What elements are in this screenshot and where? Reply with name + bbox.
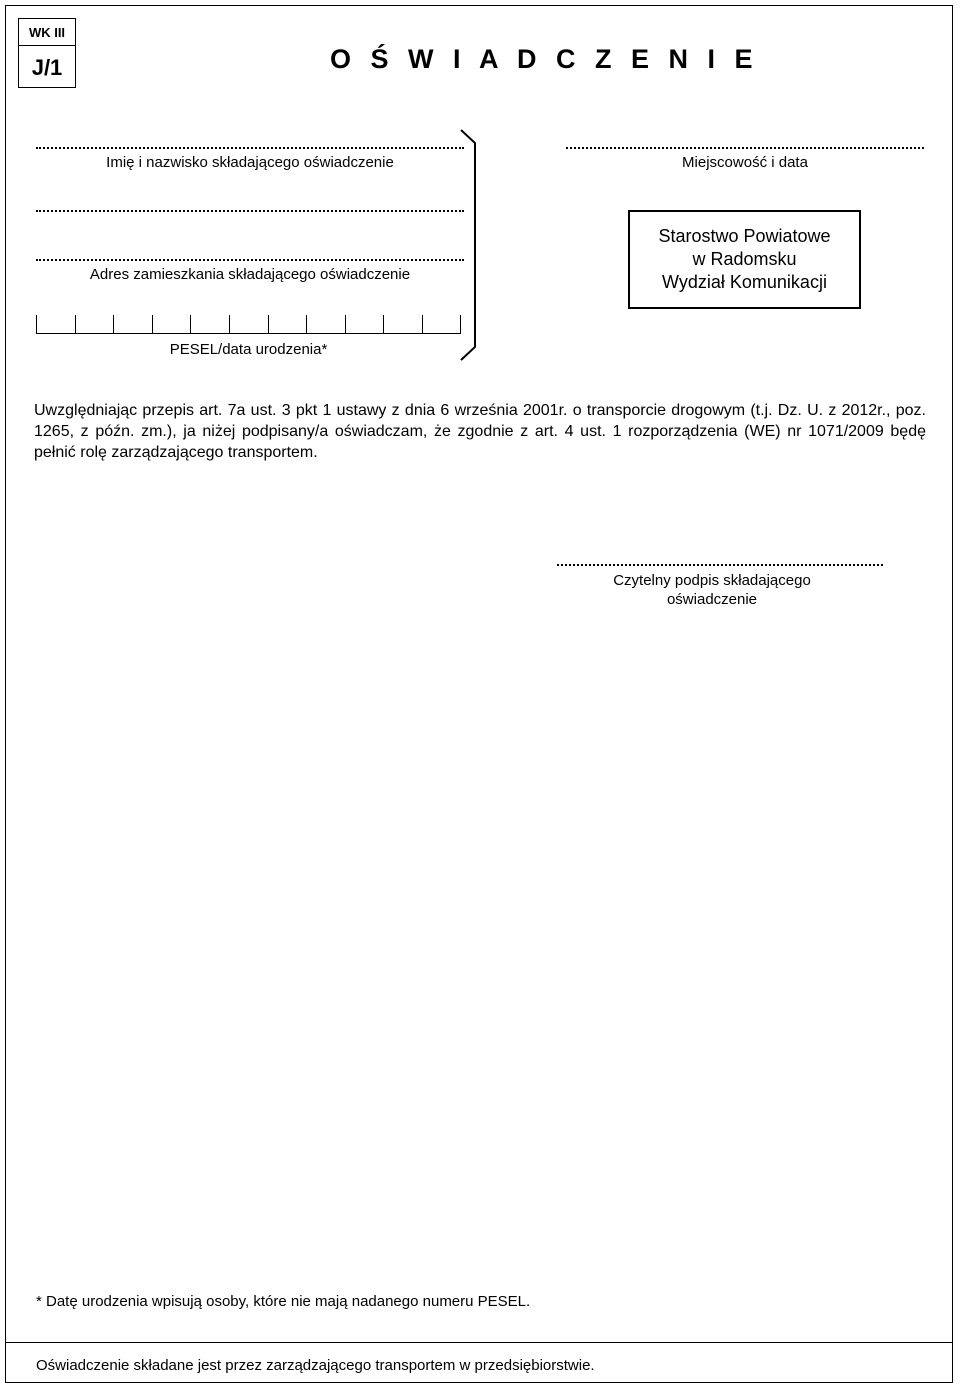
name-label: Imię i nazwisko składającego oświadczenie: [106, 154, 394, 171]
place-date-field[interactable]: [566, 147, 924, 149]
place-date-label: Miejscowość i data: [682, 154, 808, 171]
form-code-divider: [19, 45, 75, 46]
form-code: J/1: [31, 55, 63, 80]
pesel-box-divider: [190, 315, 191, 333]
pesel-box-divider: [75, 315, 76, 333]
name-field[interactable]: [36, 147, 464, 149]
address-label: Adres zamieszkania składającego oświadczenie: [89, 266, 411, 283]
office-line-2: w Radomsku: [692, 249, 797, 269]
signature-label-line-2: oświadczenie: [666, 591, 758, 608]
address-field-line-1[interactable]: [36, 210, 464, 212]
bracket-decoration: [455, 125, 485, 365]
form-code-box: [18, 18, 76, 88]
document-title: O Ś W I A D C Z E N I E: [330, 44, 759, 74]
pesel-box-divider: [306, 315, 307, 333]
signature-label-line-1: Czytelny podpis składającego: [613, 572, 811, 589]
pesel-box-divider: [268, 315, 269, 333]
pesel-box-divider: [113, 315, 114, 333]
office-line-3: Wydział Komunikacji: [662, 272, 827, 292]
bottom-divider: [5, 1342, 953, 1343]
pesel-field[interactable]: [36, 333, 461, 334]
office-line-1: Starostwo Powiatowe: [658, 226, 831, 246]
signature-label: [557, 571, 867, 609]
pesel-label: PESEL/data urodzenia*: [169, 341, 328, 358]
statement-text: Uwzględniając przepis art. 7a ust. 3 pkt 1 ustawy z dnia 6 września 2001r. o transporcie drogowym (t.j. Dz. U. z 2012r., poz. 1265, z późn. zm.), ja niżej podpisany/a oświadczam, że zgodnie z art. 4 ust. 1 rozporządzenia (WE) nr 1071/2009 będę pełnić rolę zarządzającego transportem.: [34, 402, 926, 461]
pesel-box-divider: [229, 315, 230, 333]
footnote: * Datę urodzenia wpisują osoby, które nie mają nadanego numeru PESEL.: [36, 1293, 531, 1310]
form-series: WK III: [28, 25, 66, 40]
pesel-box-divider: [152, 315, 153, 333]
bottom-note: Oświadczenie składane jest przez zarządzającego transportem w przedsiębiorstwie.: [36, 1357, 595, 1374]
pesel-box-divider: [36, 315, 37, 333]
pesel-box-divider: [383, 315, 384, 333]
signature-field[interactable]: [557, 564, 883, 566]
address-field-line-2[interactable]: [36, 259, 464, 261]
office-address-box: [628, 210, 861, 309]
pesel-box-divider: [345, 315, 346, 333]
pesel-box-divider: [422, 315, 423, 333]
